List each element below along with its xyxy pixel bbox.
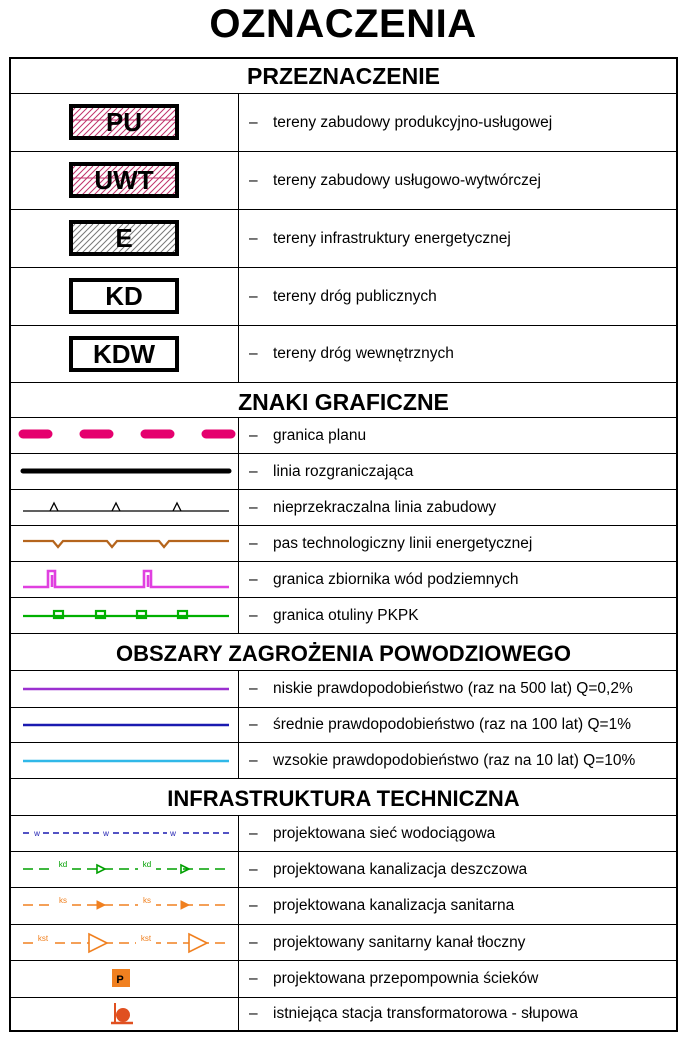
zone-symbol-pu: PU [69,104,179,140]
legend-label: pas technologiczny linii energetycznej [273,534,533,552]
hatch-line [177,108,179,140]
line-symbol-deszczowa [11,852,238,887]
hatch-line [73,224,105,256]
hatch-line [75,224,111,256]
legend-row-przepompownia: P – projektowana przepompownia ścieków [11,961,676,997]
line-symbol-pas-technologiczny [11,526,238,561]
legend-label: projektowany sanitarny kanał tłoczny [273,933,526,951]
hatch-line [129,224,165,256]
hatch-line [73,166,87,198]
legend-row-uwt: UWT – tereny zabudowy usługowo-wytwórczej [11,152,676,209]
legend-label: linia rozgraniczająca [273,462,414,480]
hatch-line [73,108,105,140]
pump-station-icon [11,961,238,997]
line-symbol-sanitarna [11,888,238,924]
legend-label: granica otuliny PKPK [273,606,419,624]
svg-text:ks: ks [143,896,151,905]
legend-table [9,57,678,1032]
legend-row-powodz-niskie: – niskie prawdopodobieństwo (raz na 500 lat) Q=0,2% [11,671,676,707]
hatch-line [177,166,179,198]
hatch-line [73,166,75,198]
legend-row-deszczowa: kd kd – projektowana kanalizacja deszczowa [11,852,676,887]
legend-row-wodociag: w w w – projektowana sieć wodociągowa [11,816,676,851]
zone-symbol-kdw: KDW [69,336,179,372]
legend-label: projektowana kanalizacja sanitarna [273,897,515,914]
legend-row-pas-technologiczny: – pas technologiczny linii energetycznej [11,526,676,561]
legend-label: niskie prawdopodobieństwo (raz na 500 lat) Q=0,2% [273,680,633,697]
legend-label: projektowana kanalizacja deszczowa [273,860,528,878]
svg-text:kst: kst [37,934,49,943]
legend-label: projektowana przepompownia ścieków [273,970,539,987]
section-heading-powodz: OBSZARY ZAGROŻENIA POWODZIOWEGO [115,641,572,666]
legend-label: granica zbiornika wód podziemnych [273,570,519,588]
hatch-line [73,108,75,140]
legend-label: granica planu [273,426,367,444]
hatch-line [141,224,177,256]
svg-text:w: w [34,829,40,838]
legend-row-powodz-wysokie: – wzsokie prawdopodobieństwo (raz na 10 lat) Q=10% [11,743,676,778]
legend-row-stacja: – istniejąca stacja transformatorowa - słupowa [11,998,676,1030]
line-symbol-linia-rozgraniczajaca [11,454,238,489]
hatch-line [135,224,171,256]
line-symbol-powodz-wysokie [11,743,238,778]
section-heading-infra: INFRASTRUKTURA TECHNICZNA [167,786,520,811]
section-heading-przeznaczenie: PRZEZNACZENIE [247,63,440,89]
svg-text:ks: ks [59,896,67,905]
line-symbol-kanal-tloczny [11,925,238,960]
svg-text:kd: kd [58,860,68,869]
svg-text:w: w [170,829,176,838]
legend-row-zbiornik: – granica zbiornika wód podziemnych [11,562,676,597]
hatch-line [73,224,87,256]
transformer-station-icon [11,998,238,1030]
line-symbol-otulina [11,598,238,633]
legend-row-granica-planu: – granica planu [11,418,676,453]
legend-label: istniejąca stacja transformatorowa - słupowa [273,1005,578,1022]
legend-label: tereny dróg publicznych [273,287,437,305]
legend-row-kdw: KDW – tereny dróg wewnętrznych [11,326,676,382]
page-title: OZNACZENIA [209,2,477,46]
legend-label: tereny zabudowy usługowo-wytwórczej [273,171,541,189]
legend-row-powodz-srednie: – średnie prawdopodobieństwo (raz na 100 lat) Q=1% [11,708,676,742]
line-symbol-granica-planu [11,418,238,453]
svg-text:kd: kd [142,860,152,869]
svg-text:kst: kst [140,934,152,943]
line-symbol-powodz-srednie [11,708,238,742]
hatch-line [73,224,75,256]
line-symbol-linia-zabudowy [11,490,238,525]
legend-row-pu: PU – tereny zabudowy produkcyjno-usługowej [11,94,676,151]
zone-symbol-uwt: UWT [69,162,179,198]
legend-row-sanitarna: ks ks – projektowana kanalizacja sanitarna [11,888,676,924]
legend-label: tereny zabudowy produkcyjno-usługowej [273,113,553,131]
legend-row-kd: KD – tereny dróg publicznych [11,268,676,325]
hatch-line [73,108,87,140]
legend-label: średnie prawdopodobieństwo (raz na 100 lat) Q=1% [273,716,632,733]
zone-symbol-kd: KD [69,278,179,314]
legend-label: tereny infrastruktury energetycznej [273,229,511,247]
legend-row-otulina: – granica otuliny PKPK [11,598,676,633]
legend-label: tereny dróg wewnętrznych [273,345,454,362]
zone-symbol-e: E [69,220,179,256]
legend-row-linia-rozgraniczajaca: – linia rozgraniczająca [11,454,676,489]
legend-label: nieprzekraczalna linia zabudowy [273,498,497,516]
legend-row-linia-zabudowy: – nieprzekraczalna linia zabudowy [11,490,676,525]
hatch-line [177,224,179,256]
line-symbol-wodociag [11,816,238,851]
legend-label: projektowana sieć wodociągowa [273,824,496,842]
legend-label: wzsokie prawdopodobieństwo (raz na 10 lat) Q=10% [273,751,636,769]
svg-text:P: P [116,974,124,986]
line-symbol-powodz-niskie [11,671,238,707]
legend-row-kanal-tloczny: kst kst – projektowany sanitarny kanał tłoczny [11,925,676,960]
svg-text:w: w [103,829,109,838]
hatch-line [141,108,177,140]
legend-row-e: E – tereny infrastruktury energetycznej [11,210,676,267]
line-symbol-zbiornik [11,562,238,597]
hatch-line [81,224,117,256]
section-heading-znaki: ZNAKI GRAFICZNE [238,389,449,415]
